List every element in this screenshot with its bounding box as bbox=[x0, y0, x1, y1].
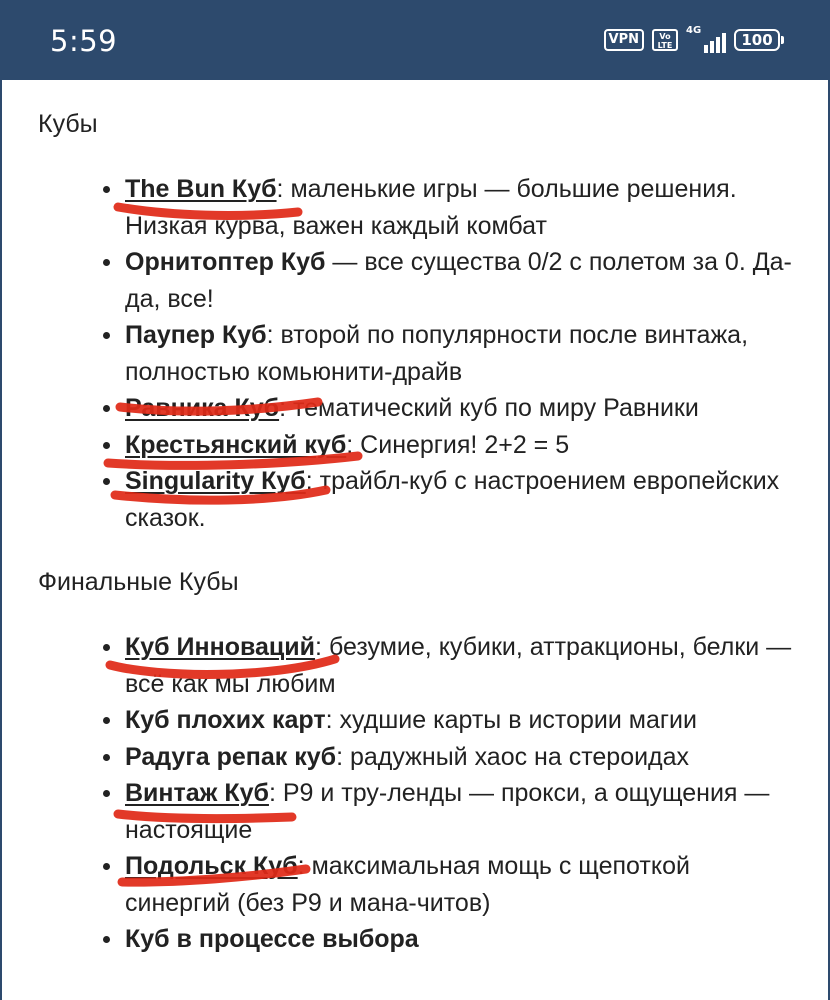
signal-icon bbox=[686, 27, 726, 53]
network-type: 4G bbox=[686, 25, 702, 36]
item-name: Паупер Куб bbox=[125, 321, 267, 349]
list-item: Паупер Куб: второй по популярности после винтажа, полностью комьюнити-драйв bbox=[125, 317, 792, 390]
cube-list bbox=[2, 629, 792, 958]
item-name: Орнитоптер Куб bbox=[125, 248, 326, 276]
item-description: трайбл-куб с настроением европейских сказок. bbox=[125, 467, 780, 532]
volte-icon: Vo LTE bbox=[652, 29, 678, 51]
item-link[interactable]: Крестьянский куб bbox=[125, 430, 347, 459]
list-item: Орнитоптер Куб — все существа 0/2 с полетом за 0. Да-да, все! bbox=[125, 244, 792, 317]
item-description: радужный хаос на стероидах bbox=[350, 742, 690, 771]
list-item: Крестьянский куб: Синергия! 2+2 = 5 bbox=[125, 427, 792, 464]
status-bar bbox=[0, 0, 830, 80]
list-item bbox=[125, 921, 792, 958]
item-description: худшие карты в истории магии bbox=[339, 706, 697, 734]
list-item: Винтаж Куб: P9 и тру-ленды — прокси, а ощущения — настоящие bbox=[125, 775, 792, 848]
vpn-icon: VPN bbox=[604, 29, 644, 51]
content-area bbox=[0, 80, 830, 1000]
item-link[interactable]: The Bun Куб bbox=[125, 175, 277, 203]
cube-list bbox=[2, 171, 792, 536]
item-description: тематический куб по миру Равники bbox=[292, 394, 699, 422]
section-title: Кубы bbox=[38, 110, 98, 138]
item-link[interactable]: Равника Куб bbox=[125, 394, 280, 422]
list-item: Равника Куб: тематический куб по миру Равники bbox=[125, 390, 792, 427]
status-time: 5:59 bbox=[50, 24, 118, 58]
list-item: Куб Инноваций: безумие, кубики, аттракционы, белки — всё как мы любим bbox=[125, 629, 792, 702]
section-title: Финальные Кубы bbox=[38, 568, 239, 596]
item-link[interactable]: Singularity Куб bbox=[125, 467, 306, 495]
list-item: Куб плохих карт: худшие карты в истории магии bbox=[125, 702, 792, 739]
item-description: максимальная мощь с щепоткой синергий (без P9 и мана-читов) bbox=[125, 852, 690, 917]
status-icons bbox=[604, 26, 780, 54]
item-description: P9 и тру-ленды — прокси, а ощущения — настоящие bbox=[125, 779, 770, 844]
item-link[interactable]: Подольск Куб bbox=[125, 852, 298, 880]
item-description: Синергия! 2+2 = 5 bbox=[360, 430, 570, 459]
list-item: Радуга репак куб: радужный хаос на стероидах bbox=[125, 739, 792, 776]
item-link[interactable]: Винтаж Куб bbox=[125, 779, 269, 807]
battery-icon: 100 bbox=[734, 29, 780, 51]
item-description: второй по популярности после винтажа, полностью комьюнити-драйв bbox=[125, 321, 749, 386]
item-description: все существа 0/2 с полетом за 0. Да-да, все! bbox=[125, 248, 792, 313]
item-link[interactable]: Куб Инноваций bbox=[125, 633, 316, 661]
list-item: Singularity Куб: трайбл-куб с настроением европейских сказок. bbox=[125, 463, 792, 536]
list-item: Подольск Куб: максимальная мощь с щепоткой синергий (без P9 и мана-читов) bbox=[125, 848, 792, 921]
item-description: безумие, кубики, аттракционы, белки — всё как мы любим bbox=[125, 633, 792, 698]
item-name: Куб плохих карт bbox=[125, 706, 326, 734]
item-name: Куб в процессе выбора bbox=[125, 925, 419, 953]
item-description: маленькие игры — большие решения. Низкая курва, важен каждый комбат bbox=[125, 175, 737, 240]
list-item: The Bun Куб: маленькие игры — большие решения. Низкая курва, важен каждый комбат bbox=[125, 171, 792, 244]
item-name: Радуга репак куб bbox=[125, 742, 337, 771]
